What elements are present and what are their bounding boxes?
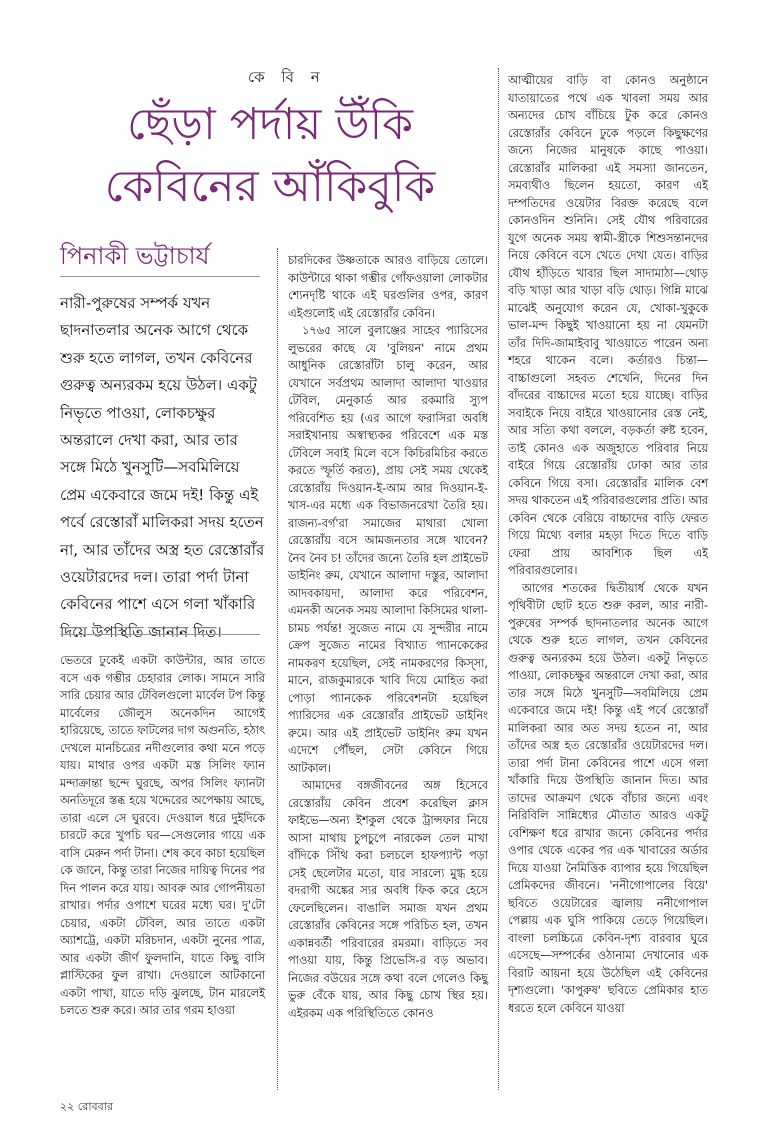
paragraph: আমাদের বঙ্গজীবনের অঙ্গ হিসেবে রেস্তোরাঁয় কেবিন প্রবেশ করেছিল ক্লাস ফাইভে—অন্য ইশকুল থেকে ট্রান্সফার নিয়ে আসা মাথায় চুপচুপে নারকেল তেল মাখা বাঁদিকে সিঁথি করা চলচলে হাফপ্যান্ট পড়া সেই ছেলেটার মতো, যার সারল্যে মুগ্ধ হয়ে বদরাগী অঙ্কের স্যর অবধি ফিক করে হেসে ফেলেছিলেন। বাঙালি সমাজ যখন প্রথম রেস্তোরাঁর কেবিনের সঙ্গে পরিচিত হল, তখন একান্নবর্তী পরিবারের রমরমা। বাড়িতে সব পাওয়া যায়, কিন্তু প্রিভেসি-র বড় অভাব। নিজের বউয়ের সঙ্গে কথা বলে গেলেও কিছু ভুরু বেঁকে যায়, আর কিছু চোখ স্থির হয়। এইরকম এক পরিস্থিতিতে কোনও <box>288 779 488 1020</box>
paragraph: চারদিকের উষ্ণতাকে আরও বাড়িয়ে তোলে। কাউন্টারে থাকা গম্ভীর গোঁফওয়ালা লোকটার শ্যেনদৃষ্টি থাকে এই ঘরগুলির ওপর, কারণ এইগুলোই এই রেস্তোরাঁর কেবিন। <box>288 254 488 320</box>
page-folio: ২২ রোববার <box>60 1100 113 1113</box>
body-column-1 <box>60 652 265 1020</box>
headline-line-2: কেবিনের আঁকিবুকি <box>104 161 436 212</box>
intro-divider <box>60 634 260 635</box>
paragraph: আগের শতকের দ্বিতীয়ার্ধ থেকে যখন পৃথিবীটা ছোট হতে শুরু করল, আর নারী-পুরুষের সম্পর্ক ছাদনাতলার অনেক আগে থেকে শুরু হতে লাগল, তখন কেবিনের গুরুত্ব অন্যরকম হয়ে উঠল। একটু নিভৃতে পাওয়া, লোকচক্ষুর অন্তরালে দেখা করা, আর তার সঙ্গে মিঠে খুনসুটি—সবমিলিয়ে প্রেম একেবারে জমে দই! কিন্তু এই পর্বে রেস্তোরাঁ মালিকরা আর অত সদয় হতেন না, আর তাঁদের অস্ত্র হত রেস্তোরাঁর ওয়েটারদের দল। তারা পর্দা টানা কেবিনের পাশে এসে গলা খাঁকারি দিয়ে উপস্থিতি জানান দিত। আর তাদের আক্রমণ থেকে বাঁচার জন্যে এবং নিরিবিলি সান্নিধ্যের মৌতাত আরও একটু বেশিক্ষণ ধরে রাখার জন্যে কেবিনের পর্দার ওপার থেকে একের পর এক খাবারের অর্ডার দিয়ে যাওয়া নৈমিত্তিক ব্যাপার হয়ে গিয়েছিল প্রেমিকদের জীবনে। 'ননীগোপালের বিয়ে' ছবিতে ওয়েটারের জ্বালায় ননীগোপাল পেল্লায় এক ঘুসি পাকিয়ে তেড়ে গিয়েছিল। বাংলা চলচ্চিত্রে কেবিন-দৃশ্য বারবার ঘুরে এসেছে—সম্পর্কের ওঠানামা দেখানোর এক বিরাট আয়না হয়ে উঠেছিল এই কেবিনের দৃশ্যগুলো। 'কাপুরুষ' ছবিতে প্রেমিকার হাত ধরতে হলে কেবিনে যাওয়া <box>508 581 708 1015</box>
section-kicker: কে বি ন <box>248 68 326 86</box>
paragraph: ভেতরে ঢুকেই একটা কাউন্টার, আর তাতে বসে এক গম্ভীর চেহারার লোক। সামনে সারি সারি চেয়ার আর টেবিলগুলো মার্বেল টপ কিন্তু মার্বেলের জৌলুস অনেকদিন আগেই হারিয়েছে, তাতে ফাটলের দাগ অগুনতি, হঠাৎ দেখলে মানচিত্রের নদীগুলোর কথা মনে পড়ে যায়। মাথার ওপর একটা মস্ত সিলিং ফ্যান মন্দাক্রান্তা ছন্দে ঘুরছে, অপর সিলিং ফ্যানটা অনতিদূরে স্তব্ধ হয়ে খদ্দেরের অপেক্ষায় আছে, তারা এলে সে ঘুরবে। দেওয়াল ধরে দুইদিকে চারটে করে খুপচি ঘর—সেগুলোর গায়ে এক বাসি মেরুন পর্দা টানা। শেষ কবে কাচা হয়েছিল কে জানে, কিন্তু তারা নিজের দায়িত্ব দিনের পর দিন পালন করে যায়। আবরু আর গোপনীয়তা রাখার। পর্দার ওপাশে ঘরের মধ্যে ঘর। দু'টো চেয়ার, একটা টেবিল, আর তাতে একটা অ্যাশট্রে, একটা মরিচদান, একটা নুনের পাত্র, আর একটা জীর্ণ ফুলদানি, যাতে কিছু বাসি প্লাস্টিকের ফুল রাখা। দেওয়ালে আটকানো একটা পাখা, যাতে দড়ি ঝুলছে, টান মারলেই চলতে শুরু করে। আর তার গরম হাওয়া <box>60 654 265 1017</box>
column-rule-1 <box>277 248 278 1090</box>
body-column-2 <box>288 252 488 1022</box>
column-rule-2 <box>498 68 499 1090</box>
body-column-3 <box>508 72 708 1017</box>
headline <box>60 94 480 218</box>
intro-pullquote: নারী-পুরুষের সম্পর্ক যখন ছাদনাতলার অনেক আগে থেকে শুরু হতে লাগল, তখন কেবিনের গুরুত্ব অন্যরকম হয়ে উঠল। একটু নিভৃতে পাওয়া, লোকচক্ষুর অন্তরালে দেখা করা, আর তার সঙ্গে মিঠে খুনসুটি—সবমিলিয়ে প্রেম একেবারে জমে দই! কিন্তু এই পর্বে রেস্তোরাঁ মালিকরা সদয় হতেন না, আর তাঁদের অস্ত্র হত রেস্তোরাঁর ওয়েটারদের দল। তারা পর্দা টানা কেবিনের পাশে এসে গলা খাঁকারি দিয়ে উপস্থিতি জানান দিত। <box>60 294 265 641</box>
headline-line-1: ছেঁড়া পর্দায় উঁকি <box>127 99 413 150</box>
paragraph: ১৭৬৫ সালে বুলাঞ্জের সাহেব প্যারিসের লুভরের কাছে যে 'বুলিয়ন' নামে প্রথম আধুনিক রেস্তোরাঁটা চালু করেন, আর যেখানে সর্বপ্রথম আলাদা আলাদা খাওয়ার টেবিল, মেনুকার্ড আর রকমারি স্যুপ পরিবেশিত হয় (এর আগে ফরাসিরা অবধি সরাইখানায় অস্বাস্থ্যকর পরিবেশে এক মস্ত টেবিলে সবাই মিলে বসে কিচিরমিচির করতে করতে স্ফূর্তি করত), প্রায় সেই সময় থেকেই রেস্তোরাঁয় দিওয়ান-ই-আম আর দিওয়ান-ই-খাস-এর মধ্যে এক বিভাজনরেখা তৈরি হয়। রাজন্য-বর্গ'রা সমাজের মাথারা খোলা রেস্তোরাঁয় বসে আমজনতার সঙ্গে খাবেন? নৈব নৈব চ! তাঁদের জন্যে তৈরি হল প্রাইভেট ডাইনিং রুম, যেখানে আলাদা দস্তুর, আলাদা আদবকায়দা, আলাদা করে পরিবেশন, এমনকী অনেক সময় আলাদা কিসিমের থালা-চামচ পর্যন্ত! সুজেত নামে যে সুন্দরীর নামে ক্রেপ সুজেত নামের বিখ্যাত প্যানকেকের নামকরণ হয়েছিল, সেই নামকরণের কিস্সা, মানে, রাজকুমারকে খাবি দিয়ে মোহিত করা পোড়া প্যানকেক পরিবেশনটা হয়েছিল প্যারিসের এক রেস্তোরাঁর প্রাইভেট ডাইনিং রুমে। আর এই প্রাইভেট ডাইনিং রুম যখন এদেশে পৌঁছল, সেটা কেবিনে গিয়ে আটকাল। <box>288 324 488 775</box>
author-byline: পিনাকী ভট্টাচার্য <box>60 242 210 270</box>
byline-divider <box>60 276 260 277</box>
paragraph: আত্মীয়ের বাড়ি বা কোনও অনুষ্ঠানে যাতায়াতের পথে এক খাবলা সময় আর অন্যদের চোখ বাঁচিয়ে টুক করে কোনও রেস্তোরাঁর কেবিনে ঢুকে পড়লে কিছুক্ষণের জন্যে নিজের মানুষকে কাছে পাওয়া। রেস্তোরাঁর মালিকরা এই সমস্যা জানতেন, সমব্যথীও ছিলেন হয়তো, কারণ এই দম্পতিদের ওয়েটার বিরক্ত করেছে বলে কোনওদিন শুনিনি। সেই যৌথ পরিবারের যুগে অনেক সময় স্বামী-স্ত্রীকে শিশুসন্তানদের নিয়ে কেবিনে বসে খেতে দেখা যেত। বাড়ির যৌথ হাঁড়িতে খাবার ছিল সাদামাঠা—থোড় বড়ি খাড়া আর খাড়া বড়ি থোড়। গিন্নি মাঝে মাঝেই অনুযোগ করেন যে, খোকা-খুকুকে ভাল-মন্দ কিছুই খাওয়ানো হয় না যেমনটা তাঁর দিদি-জামাইবাবু খাওয়াতে পারেন অন্য শহরে থাকেন বলে। কর্তারও চিন্তা—বাচ্চাগুলো সহবত শেখেনি, দিনের দিন বাঁদরের বাচ্চাদের মতো হয়ে যাচ্ছে। বাড়ির সবাইকে নিয়ে বাইরে খাওয়ানোর রেস্ত নেই, আর সত্যি কথা বললে, বড়কর্তা রুষ্ট হবেন, তাই কোনও এক অজুহাতে পরিবার নিয়ে বাইরে গিয়ে রেস্তোরাঁয় ঢোকা আর তার কেবিনে গিয়ে বসা। রেস্তোরাঁর মালিক বেশ সদয় থাকতেন এই পরিবারগুলোর প্রতি। আর কেবিন থেকে বেরিয়ে বাচ্চাদের বাড়ি ফেরত গিয়ে মিথ্যে বলার মহড়া দিতে দিতে বাড়ি ফেরা প্রায় আবশ্যিক ছিল এই পরিবারগুলোর। <box>508 74 708 577</box>
